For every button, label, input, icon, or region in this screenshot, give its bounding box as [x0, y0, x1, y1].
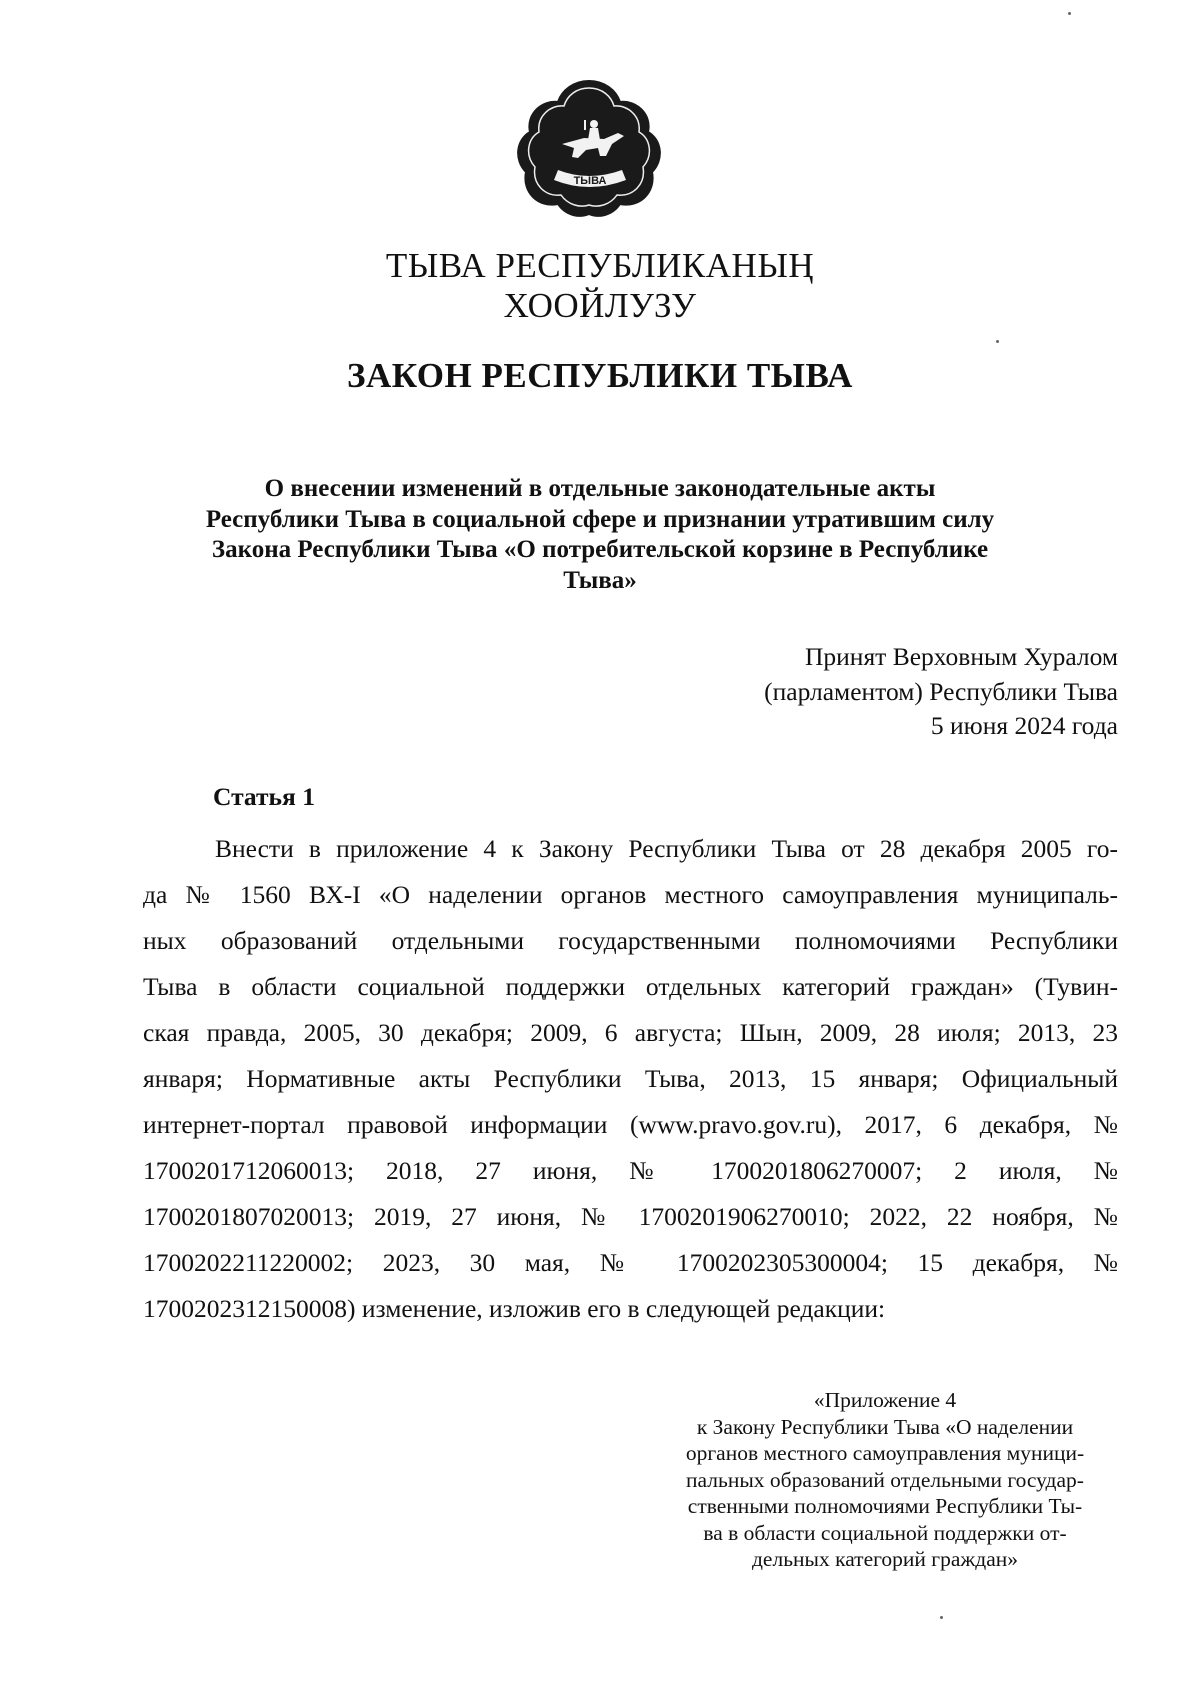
- adoption-note: [764, 640, 1118, 744]
- appendix-line: пальных образований отдельными государ-: [686, 1467, 1084, 1492]
- appendix-line: к Закону Республики Тыва «О наделении: [696, 1414, 1074, 1439]
- article-line: ных образований отдельными государственными полномочиями Республики: [143, 926, 1118, 955]
- appendix-line: органов местного самоуправления муници-: [685, 1441, 1085, 1465]
- adoption-line: Принят Верховным Хуралом: [805, 642, 1118, 671]
- article-body: [143, 826, 1118, 1332]
- article-line: 1700201807020013; 2019, 27 июня, № 1700201906270010; 2022, 22 ноября, №: [143, 1202, 1118, 1231]
- tuvan-law-heading-line2: ХООЙЛУЗУ: [503, 286, 697, 325]
- law-title: [150, 474, 1050, 596]
- adoption-line: (парламентом) Республики Тыва: [764, 676, 1118, 706]
- article-line: января; Нормативные акты Республики Тыва, 2013, 15 января; Официальный: [143, 1064, 1118, 1093]
- appendix-line: ственными полномочиями Республики Ты-: [687, 1494, 1083, 1518]
- adoption-date: 5 июня 2024 года: [930, 711, 1118, 740]
- scan-speck: [1068, 12, 1071, 15]
- emblem-label: ТЫВА: [573, 175, 607, 187]
- law-title-line: Республики Тыва в социальной сфере и признании утратившим силу: [205, 505, 995, 533]
- article-line: 1700202211220002; 2023, 30 мая, № 1700202305300004; 15 декабря, №: [143, 1248, 1118, 1277]
- article-line: Внести в приложение 4 к Закону Республики Тыва от 28 декабря 2005 го-: [215, 834, 1118, 863]
- tuvan-law-heading: ТЫВА РЕСПУБЛИКАНЫҢ: [385, 246, 815, 285]
- scan-speck: [996, 340, 999, 343]
- law-title-line: О внесении изменений в отдельные законодательные акты: [264, 475, 936, 502]
- law-title-line: Тыва»: [563, 566, 637, 594]
- appendix-line: дельных категорий граждан»: [751, 1547, 1018, 1571]
- scan-speck: [940, 1616, 943, 1619]
- article-line: Тыва в области социальной поддержки отдельных категорий граждан» (Тувин-: [143, 972, 1118, 1001]
- appendix-reference: [650, 1387, 1120, 1573]
- appendix-line: «Приложение 4: [813, 1388, 957, 1412]
- article-line: ская правда, 2005, 30 декабря; 2009, 6 августа; Шын, 2009, 28 июля; 2013, 23: [143, 1018, 1118, 1047]
- article-line: 1700201712060013; 2018, 27 июня, № 1700201806270007; 2 июля, №: [143, 1156, 1118, 1185]
- appendix-line: ва в области социальной поддержки от-: [703, 1520, 1067, 1545]
- article-line: да № 1560 ВХ-I «О наделении органов местного самоуправления муниципаль-: [143, 880, 1118, 909]
- law-title-line: Закона Республики Тыва «О потребительской корзине в Республике: [211, 536, 989, 563]
- russian-law-heading: ЗАКОН РЕСПУБЛИКИ ТЫВА: [347, 356, 853, 395]
- tuva-coat-of-arms-icon: [514, 78, 664, 218]
- article-heading: Статья 1: [213, 782, 315, 811]
- article-line: 1700202312150008) изменение, изложив его в следующей редакции:: [143, 1294, 886, 1323]
- article-line: интернет-портал правовой информации (www.pravo.gov.ru), 2017, 6 декабря, №: [143, 1110, 1118, 1139]
